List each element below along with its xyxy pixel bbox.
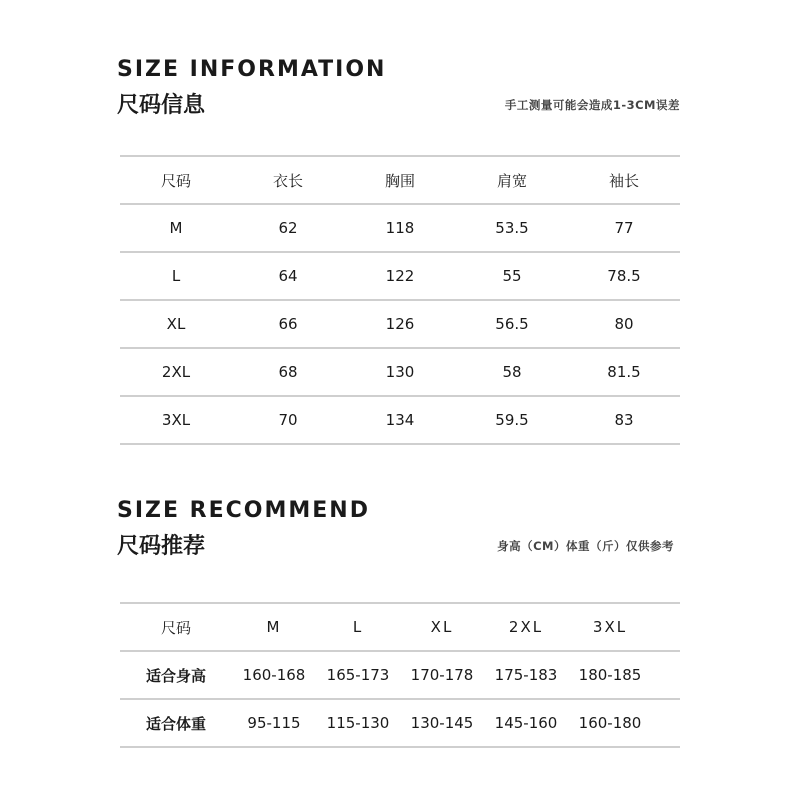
- table-row: [120, 348, 680, 396]
- row-label: 适合身高: [120, 651, 232, 699]
- value-cell: 77: [568, 204, 680, 252]
- header-cell: M: [232, 603, 316, 651]
- header-cell: 袖长: [568, 156, 680, 204]
- value-cell: 53.5: [456, 204, 568, 252]
- value-cell: 118: [344, 204, 456, 252]
- size-cell: XL: [120, 300, 232, 348]
- header-cell: 2XL: [484, 603, 568, 651]
- value-cell: 130: [344, 348, 456, 396]
- header-cell: 3XL: [568, 603, 652, 651]
- row-label: 适合体重: [120, 699, 232, 747]
- size-recommend-title-en: SIZE RECOMMEND: [117, 498, 370, 523]
- table-header-row: [120, 156, 680, 204]
- header-cell: XL: [400, 603, 484, 651]
- spacer-cell: [652, 699, 680, 747]
- value-cell: 55: [456, 252, 568, 300]
- size-recommend-title-cn: 尺码推荐: [117, 534, 206, 559]
- header-cell: 衣长: [232, 156, 344, 204]
- value-cell: 122: [344, 252, 456, 300]
- value-cell: 130-145: [400, 699, 484, 747]
- measurement-note: 手工测量可能会造成1-3CM误差: [504, 98, 680, 112]
- value-cell: 160-168: [232, 651, 316, 699]
- reference-note: 身高（CM）体重（斤）仅供参考: [497, 539, 674, 553]
- header-cell: L: [316, 603, 400, 651]
- table-row: [120, 699, 680, 747]
- spacer-cell: [652, 651, 680, 699]
- size-recommend-table: [120, 602, 680, 748]
- value-cell: 83: [568, 396, 680, 444]
- table-row: [120, 300, 680, 348]
- value-cell: 165-173: [316, 651, 400, 699]
- value-cell: 68: [232, 348, 344, 396]
- value-cell: 175-183: [484, 651, 568, 699]
- value-cell: 56.5: [456, 300, 568, 348]
- value-cell: 58: [456, 348, 568, 396]
- value-cell: 170-178: [400, 651, 484, 699]
- size-cell: L: [120, 252, 232, 300]
- value-cell: 66: [232, 300, 344, 348]
- header-cell: 肩宽: [456, 156, 568, 204]
- size-information-title-en: SIZE INFORMATION: [117, 57, 387, 82]
- value-cell: 180-185: [568, 651, 652, 699]
- value-cell: 64: [232, 252, 344, 300]
- value-cell: 59.5: [456, 396, 568, 444]
- size-information-title-cn: 尺码信息: [117, 93, 206, 118]
- value-cell: 115-130: [316, 699, 400, 747]
- value-cell: 80: [568, 300, 680, 348]
- header-cell: 胸围: [344, 156, 456, 204]
- spacer-cell: [652, 603, 680, 651]
- value-cell: 70: [232, 396, 344, 444]
- table-row: [120, 204, 680, 252]
- value-cell: 126: [344, 300, 456, 348]
- value-cell: 81.5: [568, 348, 680, 396]
- table-row: [120, 396, 680, 444]
- value-cell: 62: [232, 204, 344, 252]
- value-cell: 145-160: [484, 699, 568, 747]
- value-cell: 160-180: [568, 699, 652, 747]
- size-cell: 3XL: [120, 396, 232, 444]
- header-cell: 尺码: [120, 603, 232, 651]
- value-cell: 78.5: [568, 252, 680, 300]
- size-cell: M: [120, 204, 232, 252]
- value-cell: 95-115: [232, 699, 316, 747]
- table-row: [120, 651, 680, 699]
- table-row: [120, 252, 680, 300]
- size-cell: 2XL: [120, 348, 232, 396]
- table-header-row: [120, 603, 680, 651]
- size-information-table: [120, 155, 680, 445]
- value-cell: 134: [344, 396, 456, 444]
- header-cell: 尺码: [120, 156, 232, 204]
